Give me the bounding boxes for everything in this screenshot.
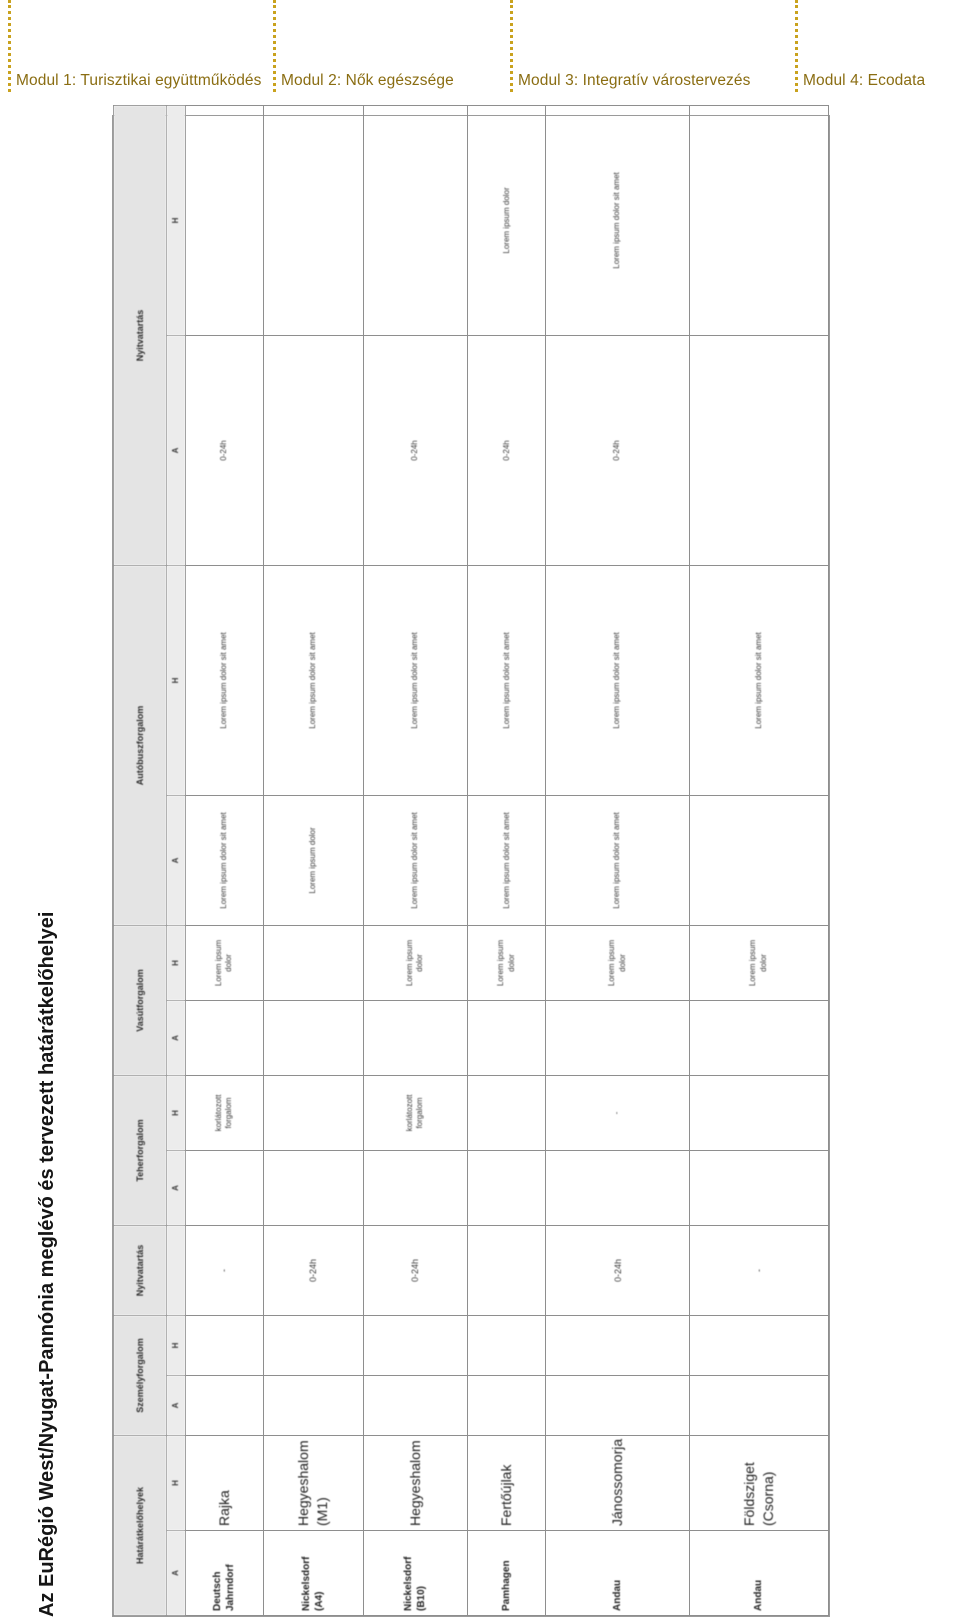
cell-country: Andau	[690, 1531, 829, 1616]
table-row	[690, 105, 829, 1615]
sub-h: H	[167, 565, 185, 795]
sub-h: H	[167, 1435, 185, 1530]
cell	[546, 1000, 690, 1075]
cell-country: Andau	[546, 1531, 690, 1616]
cell-bus-h: Lorem ipsum dolor sit amet	[185, 565, 263, 795]
cell	[185, 1150, 263, 1225]
cell-country: Nickelsdorf (B10)	[363, 1531, 468, 1616]
module-tab-bar	[0, 0, 960, 100]
cell-opening: -	[690, 1225, 829, 1315]
tab-divider	[510, 0, 513, 92]
cell-opening: 0-24h	[363, 1225, 468, 1315]
cell-bus-h: Lorem ipsum dolor sit amet	[546, 565, 690, 795]
sub-a: A	[167, 1000, 185, 1075]
cell-city: Hegyeshalom (M1)	[263, 1435, 363, 1530]
cell-freight-h: korlátozott forgalom	[363, 1075, 468, 1150]
table-rotated	[113, 116, 829, 1616]
cell-country: Deutsch Jahrndorf	[185, 1531, 263, 1616]
cell-note-a	[690, 335, 829, 565]
cell-city: Jánossomorja	[546, 1435, 690, 1530]
cell-note-h: Lorem ipsum dolor	[468, 105, 546, 335]
header-bus: Autóbuszforgalom	[114, 565, 167, 925]
cell	[546, 1150, 690, 1225]
cell-note-h	[690, 105, 829, 335]
tab-divider	[8, 0, 11, 92]
cell	[185, 1000, 263, 1075]
cell-city: Fertőújlak	[468, 1435, 546, 1530]
cell-bus-a: Lorem ipsum dolor	[263, 795, 363, 925]
cell-bus-a: Lorem ipsum dolor sit amet	[363, 795, 468, 925]
cell-note-a: 0-24h	[363, 335, 468, 565]
cell	[185, 1315, 263, 1375]
tab-label: Modul 4: Ecodata	[803, 72, 926, 89]
cell	[263, 1150, 363, 1225]
sub-a: A	[167, 1531, 185, 1616]
data-table	[113, 105, 829, 1616]
cell-opening	[468, 1225, 546, 1315]
cell-country: Pamhagen	[468, 1531, 546, 1616]
cell-freight-h	[468, 1075, 546, 1150]
cell-note-h	[363, 105, 468, 335]
cell-rail-h	[263, 925, 363, 1000]
cell	[468, 1375, 546, 1435]
tab-label: Modul 3: Integratív várostervezés	[518, 72, 751, 89]
cell	[546, 1375, 690, 1435]
cell-opening: 0-24h	[546, 1225, 690, 1315]
cell-note-a: 0-24h	[185, 335, 263, 565]
cell-note-h	[185, 105, 263, 335]
cell-country: Nickelsdorf (A4)	[263, 1531, 363, 1616]
cell	[690, 1000, 829, 1075]
sub-a: A	[167, 1150, 185, 1225]
cell-note-h: Lorem ipsum dolor sit amet	[546, 105, 690, 335]
cell	[185, 1375, 263, 1435]
table-row	[546, 105, 690, 1615]
cell	[468, 1000, 546, 1075]
tab-divider	[795, 0, 798, 92]
header-crossing: Határátkelőhelyek	[114, 1435, 167, 1615]
tab-divider	[273, 0, 276, 92]
cell-opening: -	[185, 1225, 263, 1315]
sub-a: A	[167, 335, 185, 565]
cell-note-a: 0-24h	[468, 335, 546, 565]
cell-note-a	[263, 335, 363, 565]
cell-note-a: 0-24h	[546, 335, 690, 565]
cell-freight-h	[263, 1075, 363, 1150]
cell-rail-h: Lorem ipsum dolor	[690, 925, 829, 1000]
cell	[363, 1315, 468, 1375]
table-row	[468, 105, 546, 1615]
cell	[263, 1000, 363, 1075]
cell-bus-h: Lorem ipsum dolor sit amet	[690, 565, 829, 795]
table-subheader-row	[167, 105, 185, 1615]
cell-rail-h: Lorem ipsum dolor	[363, 925, 468, 1000]
table-row	[263, 105, 363, 1615]
cell	[468, 1150, 546, 1225]
cell-city: Rajka	[185, 1435, 263, 1530]
cell-rail-h: Lorem ipsum dolor	[468, 925, 546, 1000]
cell-city: Földsziget (Csorna)	[690, 1435, 829, 1530]
header-personal: Személyforgalom	[114, 1315, 167, 1435]
cell-rail-h: Lorem ipsum dolor	[546, 925, 690, 1000]
sub-h: H	[167, 1075, 185, 1150]
header-opening-2: Nyitvatartás	[114, 105, 167, 565]
cell-rail-h: Lorem ipsum dolor	[185, 925, 263, 1000]
tab-label: Modul 1: Turisztikai együttműködés	[16, 72, 262, 89]
sub-a: A	[167, 795, 185, 925]
header-opening: Nyitvatartás	[114, 1225, 167, 1315]
sub-empty	[167, 1225, 185, 1315]
cell	[363, 1150, 468, 1225]
table-row	[363, 105, 468, 1615]
cell-bus-h: Lorem ipsum dolor sit amet	[263, 565, 363, 795]
cell	[468, 1315, 546, 1375]
page-title: Az EuRégió West/Nyugat-Pannónia meglévő és tervezett határátkelőhelyei	[36, 911, 58, 1617]
cell	[363, 1000, 468, 1075]
cell-bus-a: Lorem ipsum dolor sit amet	[546, 795, 690, 925]
cell	[690, 1315, 829, 1375]
cell-bus-a	[690, 795, 829, 925]
border-crossing-table	[112, 115, 830, 1617]
cell-bus-h: Lorem ipsum dolor sit amet	[363, 565, 468, 795]
cell	[690, 1150, 829, 1225]
cell-bus-h: Lorem ipsum dolor sit amet	[468, 565, 546, 795]
sub-a: A	[167, 1375, 185, 1435]
header-rail: Vasútforgalom	[114, 925, 167, 1075]
cell-freight-h	[690, 1075, 829, 1150]
cell-bus-a: Lorem ipsum dolor sit amet	[468, 795, 546, 925]
sub-h: H	[167, 1315, 185, 1375]
cell-freight-h: -	[546, 1075, 690, 1150]
table-header-row	[114, 105, 167, 1615]
cell-note-h	[263, 105, 363, 335]
cell	[546, 1315, 690, 1375]
sub-h: H	[167, 925, 185, 1000]
cell-freight-h: korlátozott forgalom	[185, 1075, 263, 1150]
cell	[263, 1315, 363, 1375]
table-row	[185, 105, 263, 1615]
header-freight: Teherforgalom	[114, 1075, 167, 1225]
cell-bus-a: Lorem ipsum dolor sit amet	[185, 795, 263, 925]
tab-label: Modul 2: Nők egészsége	[281, 72, 454, 89]
cell	[263, 1375, 363, 1435]
cell-city: Hegyeshalom	[363, 1435, 468, 1530]
sub-h: H	[167, 105, 185, 335]
cell	[690, 1375, 829, 1435]
cell-opening: 0-24h	[263, 1225, 363, 1315]
cell	[363, 1375, 468, 1435]
